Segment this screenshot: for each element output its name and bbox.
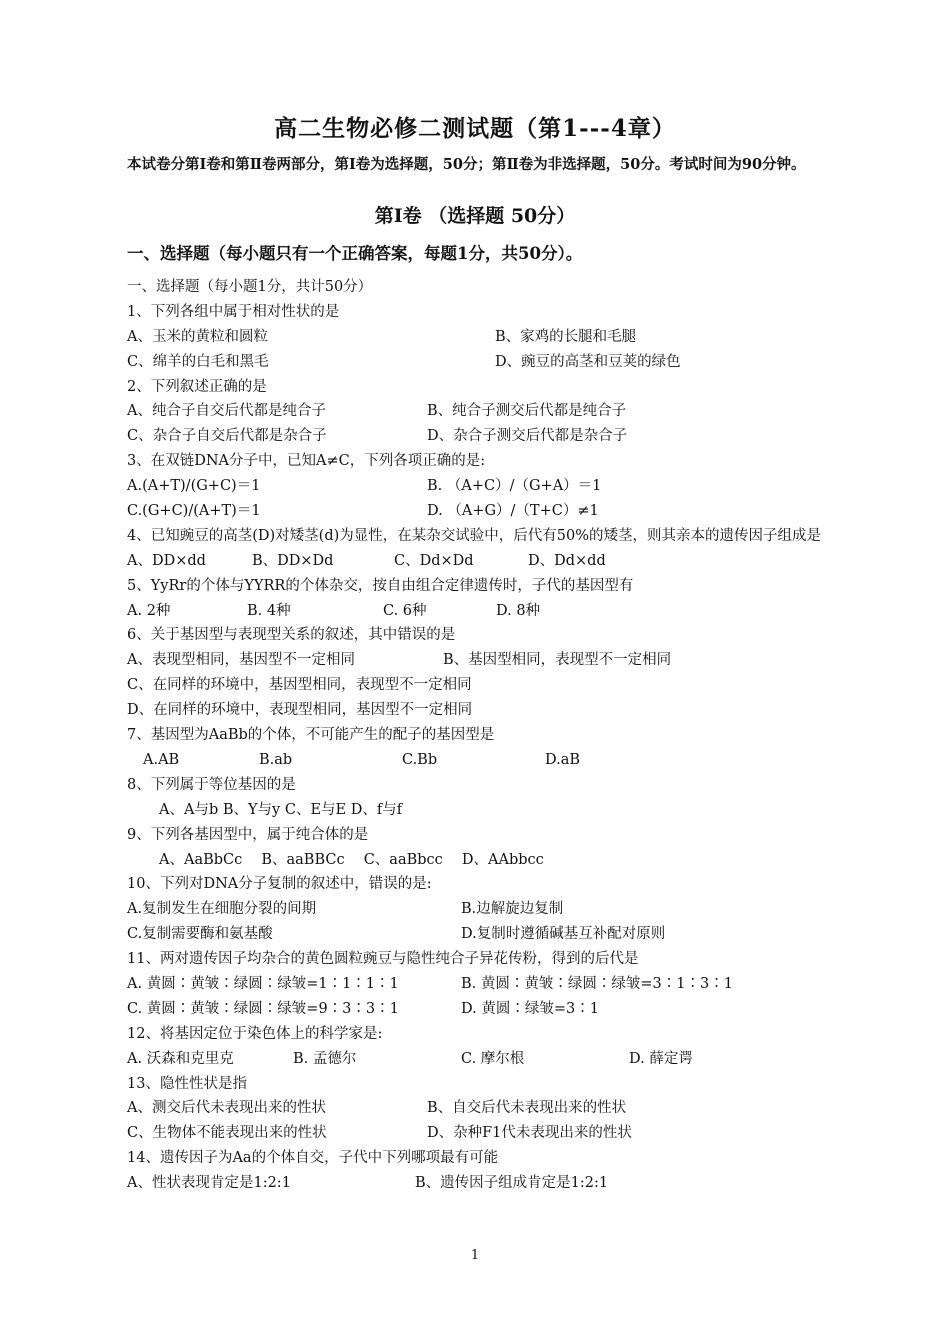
option-row <box>127 424 867 449</box>
option-row <box>127 748 867 773</box>
option-row <box>127 399 867 424</box>
question-stem: 13、隐性性状是指 <box>127 1075 247 1092</box>
option: D.复制时遵循碱基互补配对原则 <box>461 926 666 943</box>
option-row <box>127 474 867 499</box>
question-stem: 1、下列各组中属于相对性状的是 <box>127 303 340 320</box>
option-row <box>127 549 867 574</box>
sub-heading: 一、选择题（每小题1分，共计50分） <box>127 279 373 295</box>
option: B、纯合子测交后代都是纯合子 <box>427 403 627 420</box>
option: D、豌豆的高茎和豆荚的绿色 <box>495 353 681 370</box>
option: B.边解旋边复制 <box>461 901 564 918</box>
option-row <box>127 350 867 375</box>
option-row <box>127 1047 867 1072</box>
question-stem: 3、在双链DNA分子中，已知A≠C，下列各项正确的是: <box>127 453 486 470</box>
option: B、自交后代未表现出来的性状 <box>427 1100 627 1117</box>
option: C、Dd×Dd <box>394 552 474 569</box>
option: A. 沃森和克里克 <box>127 1050 234 1067</box>
option: B、家鸡的长腿和毛腿 <box>495 328 637 345</box>
option-row <box>127 599 867 624</box>
option-row: A、AaBbCc B、aaBBCc C、aaBbcc D、AAbbcc <box>159 851 544 868</box>
option: B. 黄圆∶黄皱∶绿圆∶绿皱=3∶1∶3∶1 <box>461 975 733 992</box>
option: A. 2种 <box>127 602 171 619</box>
option: B、遗传因子组成肯定是1:2:1 <box>415 1175 609 1192</box>
option: C. 摩尔根 <box>461 1050 525 1067</box>
option-row <box>127 1171 867 1196</box>
option: B、基因型相同，表现型不一定相同 <box>443 652 672 669</box>
option: C. 黄圆∶黄皱∶绿圆∶绿皱=9∶3∶3∶1 <box>127 1000 399 1017</box>
option: D.aB <box>545 751 581 768</box>
option-row: A、A与b B、Y与y C、E与E D、f与f <box>159 801 403 818</box>
option: A、性状表现肯定是1:2:1 <box>127 1175 291 1192</box>
option: D、Dd×dd <box>528 552 606 569</box>
option: D、杂合子测交后代都是杂合子 <box>427 428 628 445</box>
question-stem: 8、下列属于等位基因的是 <box>127 776 296 793</box>
page-title: 高二生物必修二测试题（第1---4章） <box>274 115 676 142</box>
question-stem: 6、关于基因型与表现型关系的叙述，其中错误的是 <box>127 627 456 644</box>
option: B. （A+C）/（G+A）＝1 <box>427 478 602 495</box>
option-row <box>127 897 867 922</box>
option-row <box>127 499 867 524</box>
option: C.(G+C)/(A+T)＝1 <box>127 503 261 520</box>
option: D. 薛定谔 <box>629 1050 693 1067</box>
page-number: 1 <box>470 1248 480 1263</box>
option-row <box>127 1121 867 1146</box>
option-row <box>127 325 867 350</box>
option: D. （A+G）/（T+C）≠1 <box>427 503 599 520</box>
exam-intro: 本试卷分第Ⅰ卷和第Ⅱ卷两部分，第Ⅰ卷为选择题，50分；第Ⅱ卷为非选择题，50分。考试时间为90分钟。 <box>127 156 806 173</box>
question-stem: 9、下列各基因型中，属于纯合体的是 <box>127 826 369 843</box>
option: A.(A+T)/(G+C)＝1 <box>127 478 261 495</box>
option: A.AB <box>143 751 180 768</box>
option: C、在同样的环境中，基因型相同，表现型不一定相同 <box>127 677 472 694</box>
option: A、表现型相同，基因型不一定相同 <box>127 652 355 669</box>
option: C、杂合子自交后代都是杂合子 <box>127 428 327 445</box>
option: D、杂种F1代未表现出来的性状 <box>427 1125 632 1142</box>
option: A. 黄圆∶黄皱∶绿圆∶绿皱=1∶1∶1∶1 <box>127 975 399 992</box>
option: C. 6种 <box>383 602 427 619</box>
question-stem: 10、下列对DNA分子复制的叙述中，错误的是: <box>127 876 432 893</box>
option-row <box>127 997 867 1022</box>
option: B.ab <box>259 751 293 768</box>
option-row <box>127 972 867 997</box>
question-stem: 7、基因型为AaBb的个体，不可能产生的配子的基因型是 <box>127 727 495 744</box>
option: C.复制需要酶和氨基酸 <box>127 926 273 943</box>
section-title: 第Ⅰ卷 （选择题 50分） <box>374 205 576 227</box>
option: A、DD×dd <box>127 552 206 569</box>
option: B. 孟德尔 <box>293 1050 357 1067</box>
option: A、纯合子自交后代都是纯合子 <box>127 403 326 420</box>
question-heading: 一、选择题（每小题只有一个正确答案，每题1分，共50分）。 <box>127 244 583 263</box>
question-list <box>127 275 867 1196</box>
option: A、玉米的黄粒和圆粒 <box>127 328 268 345</box>
question-stem: 2、下列叙述正确的是 <box>127 378 267 395</box>
option: D、在同样的环境中，表现型相同，基因型不一定相同 <box>127 702 473 719</box>
option: B、DD×Dd <box>252 552 334 569</box>
option: B. 4种 <box>247 602 291 619</box>
option-row <box>127 648 867 673</box>
option: A、测交后代未表现出来的性状 <box>127 1100 326 1117</box>
option-row <box>127 922 867 947</box>
question-stem: 11、两对遗传因子均杂合的黄色圆粒豌豆与隐性纯合子异花传粉，得到的后代是 <box>127 951 639 968</box>
option-row <box>127 1096 867 1121</box>
option: C.Bb <box>402 751 438 768</box>
option: A.复制发生在细胞分裂的间期 <box>127 901 317 918</box>
question-stem: 12、将基因定位于染色体上的科学家是: <box>127 1025 383 1042</box>
question-stem: 5、YyRr的个体与YYRR的个体杂交，按自由组合定律遗传时，子代的基因型有 <box>127 577 634 594</box>
option: D. 黄圆∶绿皱=3∶1 <box>461 1000 599 1017</box>
question-stem: 14、遗传因子为Aa的个体自交，子代中下列哪项最有可能 <box>127 1150 499 1167</box>
option: D. 8种 <box>496 602 541 619</box>
option: C、生物体不能表现出来的性状 <box>127 1125 327 1142</box>
option: C、绵羊的白毛和黑毛 <box>127 353 269 370</box>
question-stem: 4、已知豌豆的高茎(D)对矮茎(d)为显性，在某杂交试验中，后代有50%的矮茎，则其亲本的遗传因子组成是 <box>127 527 821 544</box>
